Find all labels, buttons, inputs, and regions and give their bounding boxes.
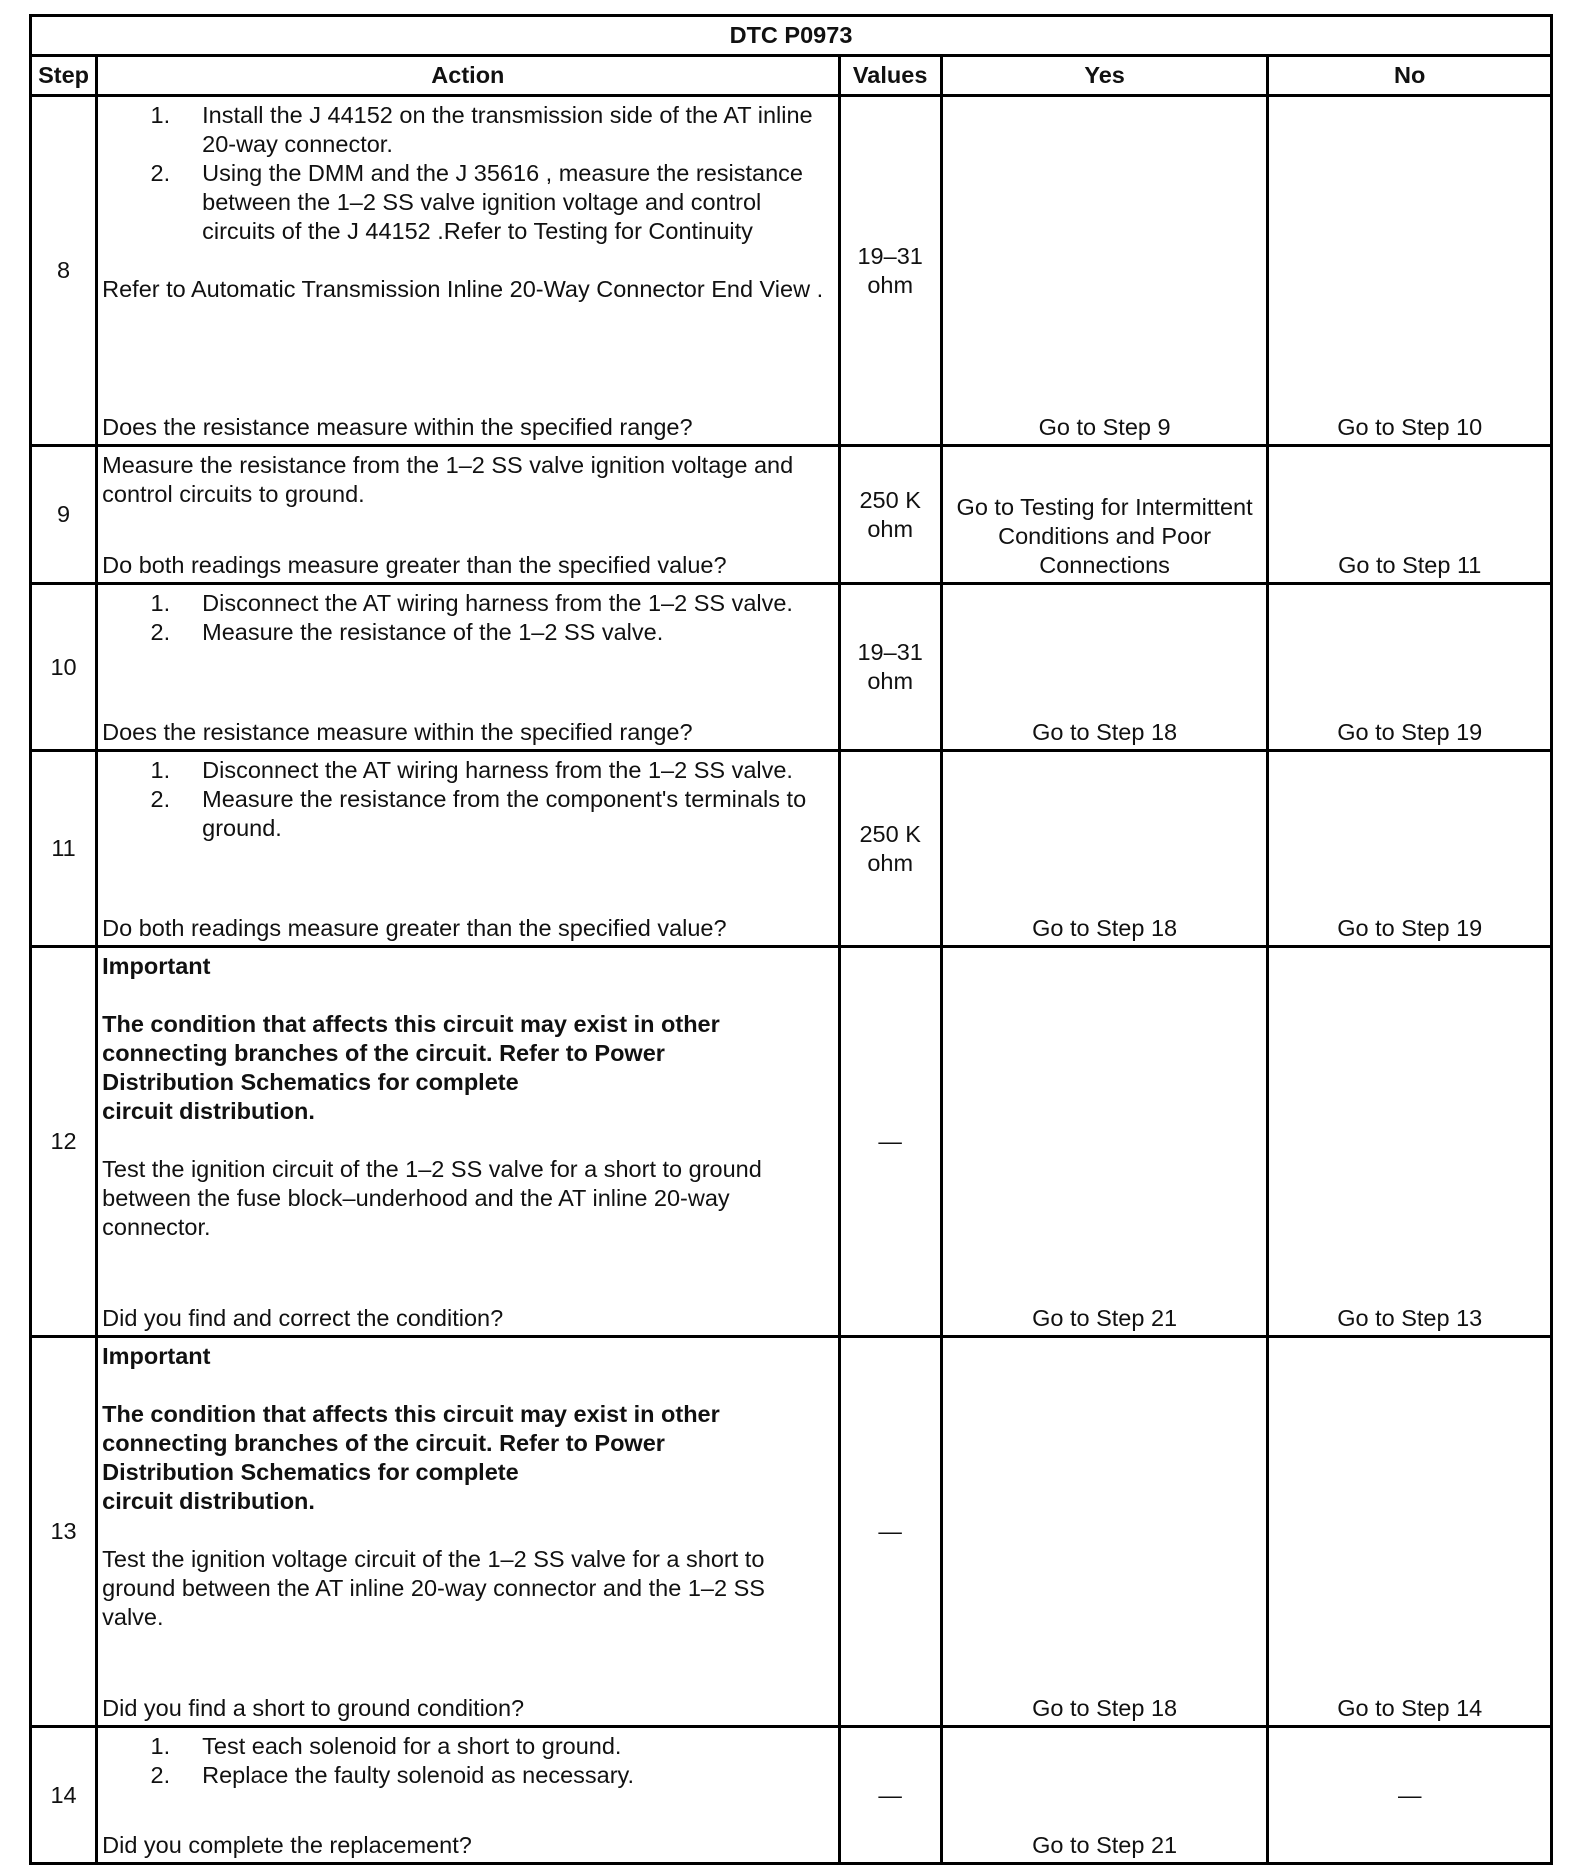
no-cell: Go to Step 19	[1268, 751, 1552, 947]
step-number: 12	[31, 947, 97, 1337]
step-number: 13	[31, 1337, 97, 1727]
step-number: 9	[31, 446, 97, 584]
action-steps	[102, 1732, 825, 1790]
yes-cell: Go to Step 18	[941, 1337, 1268, 1727]
step-number: 11	[31, 751, 97, 947]
action-cell	[97, 1337, 839, 1727]
action-cell	[97, 751, 839, 947]
no-cell: Go to Step 11	[1268, 446, 1552, 584]
action-text: Measure the resistance from the 1–2 SS valve ignition voltage and control circuits to ground.	[102, 452, 794, 507]
header-step: Step	[31, 56, 97, 96]
important-text: The condition that affects this circuit may exist in other connecting branches of the circuit. Refer to Power Distribution Schematics for complete circuit distribution.	[102, 1011, 720, 1124]
table-row	[31, 751, 1552, 947]
value-cell: 250 K ohm	[839, 751, 941, 947]
action-question: Do both readings measure greater than the specified value?	[102, 552, 727, 578]
list-item: 1. Install the J 44152 on the transmission side of the AT inline 20-way connector.	[150, 102, 813, 157]
dtc-table	[29, 14, 1553, 1865]
action-steps	[102, 101, 825, 246]
header-values: Values	[839, 56, 941, 96]
yes-cell: Go to Testing for Intermittent Conditions and Poor Connections	[941, 446, 1268, 584]
table-row	[31, 96, 1552, 446]
value-cell: —	[839, 1727, 941, 1864]
list-item: 1. Disconnect the AT wiring harness from the 1–2 SS valve.	[150, 590, 793, 616]
action-note: Refer to Automatic Transmission Inline 20-Way Connector End View .	[102, 276, 824, 302]
no-cell: Go to Step 19	[1268, 584, 1552, 751]
action-question: Does the resistance measure within the specified range?	[102, 414, 693, 440]
action-text: Test the ignition circuit of the 1–2 SS valve for a short to ground between the fuse block–underhood and the AT inline 20-way connector.	[102, 1156, 762, 1240]
list-item: 2. Measure the resistance of the 1–2 SS valve.	[150, 619, 664, 645]
yes-cell: Go to Step 18	[941, 584, 1268, 751]
step-number: 8	[31, 96, 97, 446]
no-cell: Go to Step 14	[1268, 1337, 1552, 1727]
action-question: Did you find a short to ground condition?	[102, 1695, 525, 1721]
table-title: DTC P0973	[31, 16, 1552, 56]
value-cell: —	[839, 1337, 941, 1727]
important-heading: Important	[102, 1343, 211, 1369]
header-no: No	[1268, 56, 1552, 96]
action-text: Test the ignition voltage circuit of the 1–2 SS valve for a short to ground between the AT inline 20-way connector and the 1–2 SS valve.	[102, 1546, 765, 1630]
yes-cell: Go to Step 21	[941, 947, 1268, 1337]
action-cell	[97, 1727, 839, 1864]
table-row	[31, 947, 1552, 1337]
list-item: 2. Measure the resistance from the component's terminals to ground.	[150, 786, 807, 841]
list-item: 1. Disconnect the AT wiring harness from the 1–2 SS valve.	[150, 757, 793, 783]
important-heading: Important	[102, 953, 211, 979]
yes-cell: Go to Step 9	[941, 96, 1268, 446]
value-cell: —	[839, 947, 941, 1337]
table-row	[31, 1337, 1552, 1727]
header-yes: Yes	[941, 56, 1268, 96]
step-number: 10	[31, 584, 97, 751]
action-cell	[97, 96, 839, 446]
important-text: The condition that affects this circuit may exist in other connecting branches of the circuit. Refer to Power Distribution Schematics for complete circuit distribution.	[102, 1401, 720, 1514]
action-question: Did you find and correct the condition?	[102, 1305, 504, 1331]
value-cell: 250 K ohm	[839, 446, 941, 584]
list-item: 2. Replace the faulty solenoid as necessary.	[150, 1762, 635, 1788]
action-steps	[102, 756, 825, 843]
action-steps	[102, 589, 825, 647]
no-cell: Go to Step 10	[1268, 96, 1552, 446]
action-question: Do both readings measure greater than the specified value?	[102, 915, 727, 941]
step-number: 14	[31, 1727, 97, 1864]
action-cell	[97, 446, 839, 584]
no-cell: Go to Step 13	[1268, 947, 1552, 1337]
action-cell	[97, 947, 839, 1337]
action-question: Does the resistance measure within the specified range?	[102, 719, 693, 745]
no-cell: —	[1268, 1727, 1552, 1864]
action-question: Did you complete the replacement?	[102, 1832, 472, 1858]
yes-cell: Go to Step 18	[941, 751, 1268, 947]
table-row	[31, 584, 1552, 751]
value-cell: 19–31 ohm	[839, 584, 941, 751]
header-action: Action	[97, 56, 839, 96]
value-cell: 19–31 ohm	[839, 96, 941, 446]
action-cell	[97, 584, 839, 751]
yes-cell: Go to Step 21	[941, 1727, 1268, 1864]
table-row	[31, 446, 1552, 584]
list-item: 1. Test each solenoid for a short to ground.	[150, 1733, 622, 1759]
list-item: 2. Using the DMM and the J 35616 , measure the resistance between the 1–2 SS valve ignition voltage and control circuits of the J 44152 .Refer to Testing for Continuity	[150, 160, 803, 244]
table-row	[31, 1727, 1552, 1864]
